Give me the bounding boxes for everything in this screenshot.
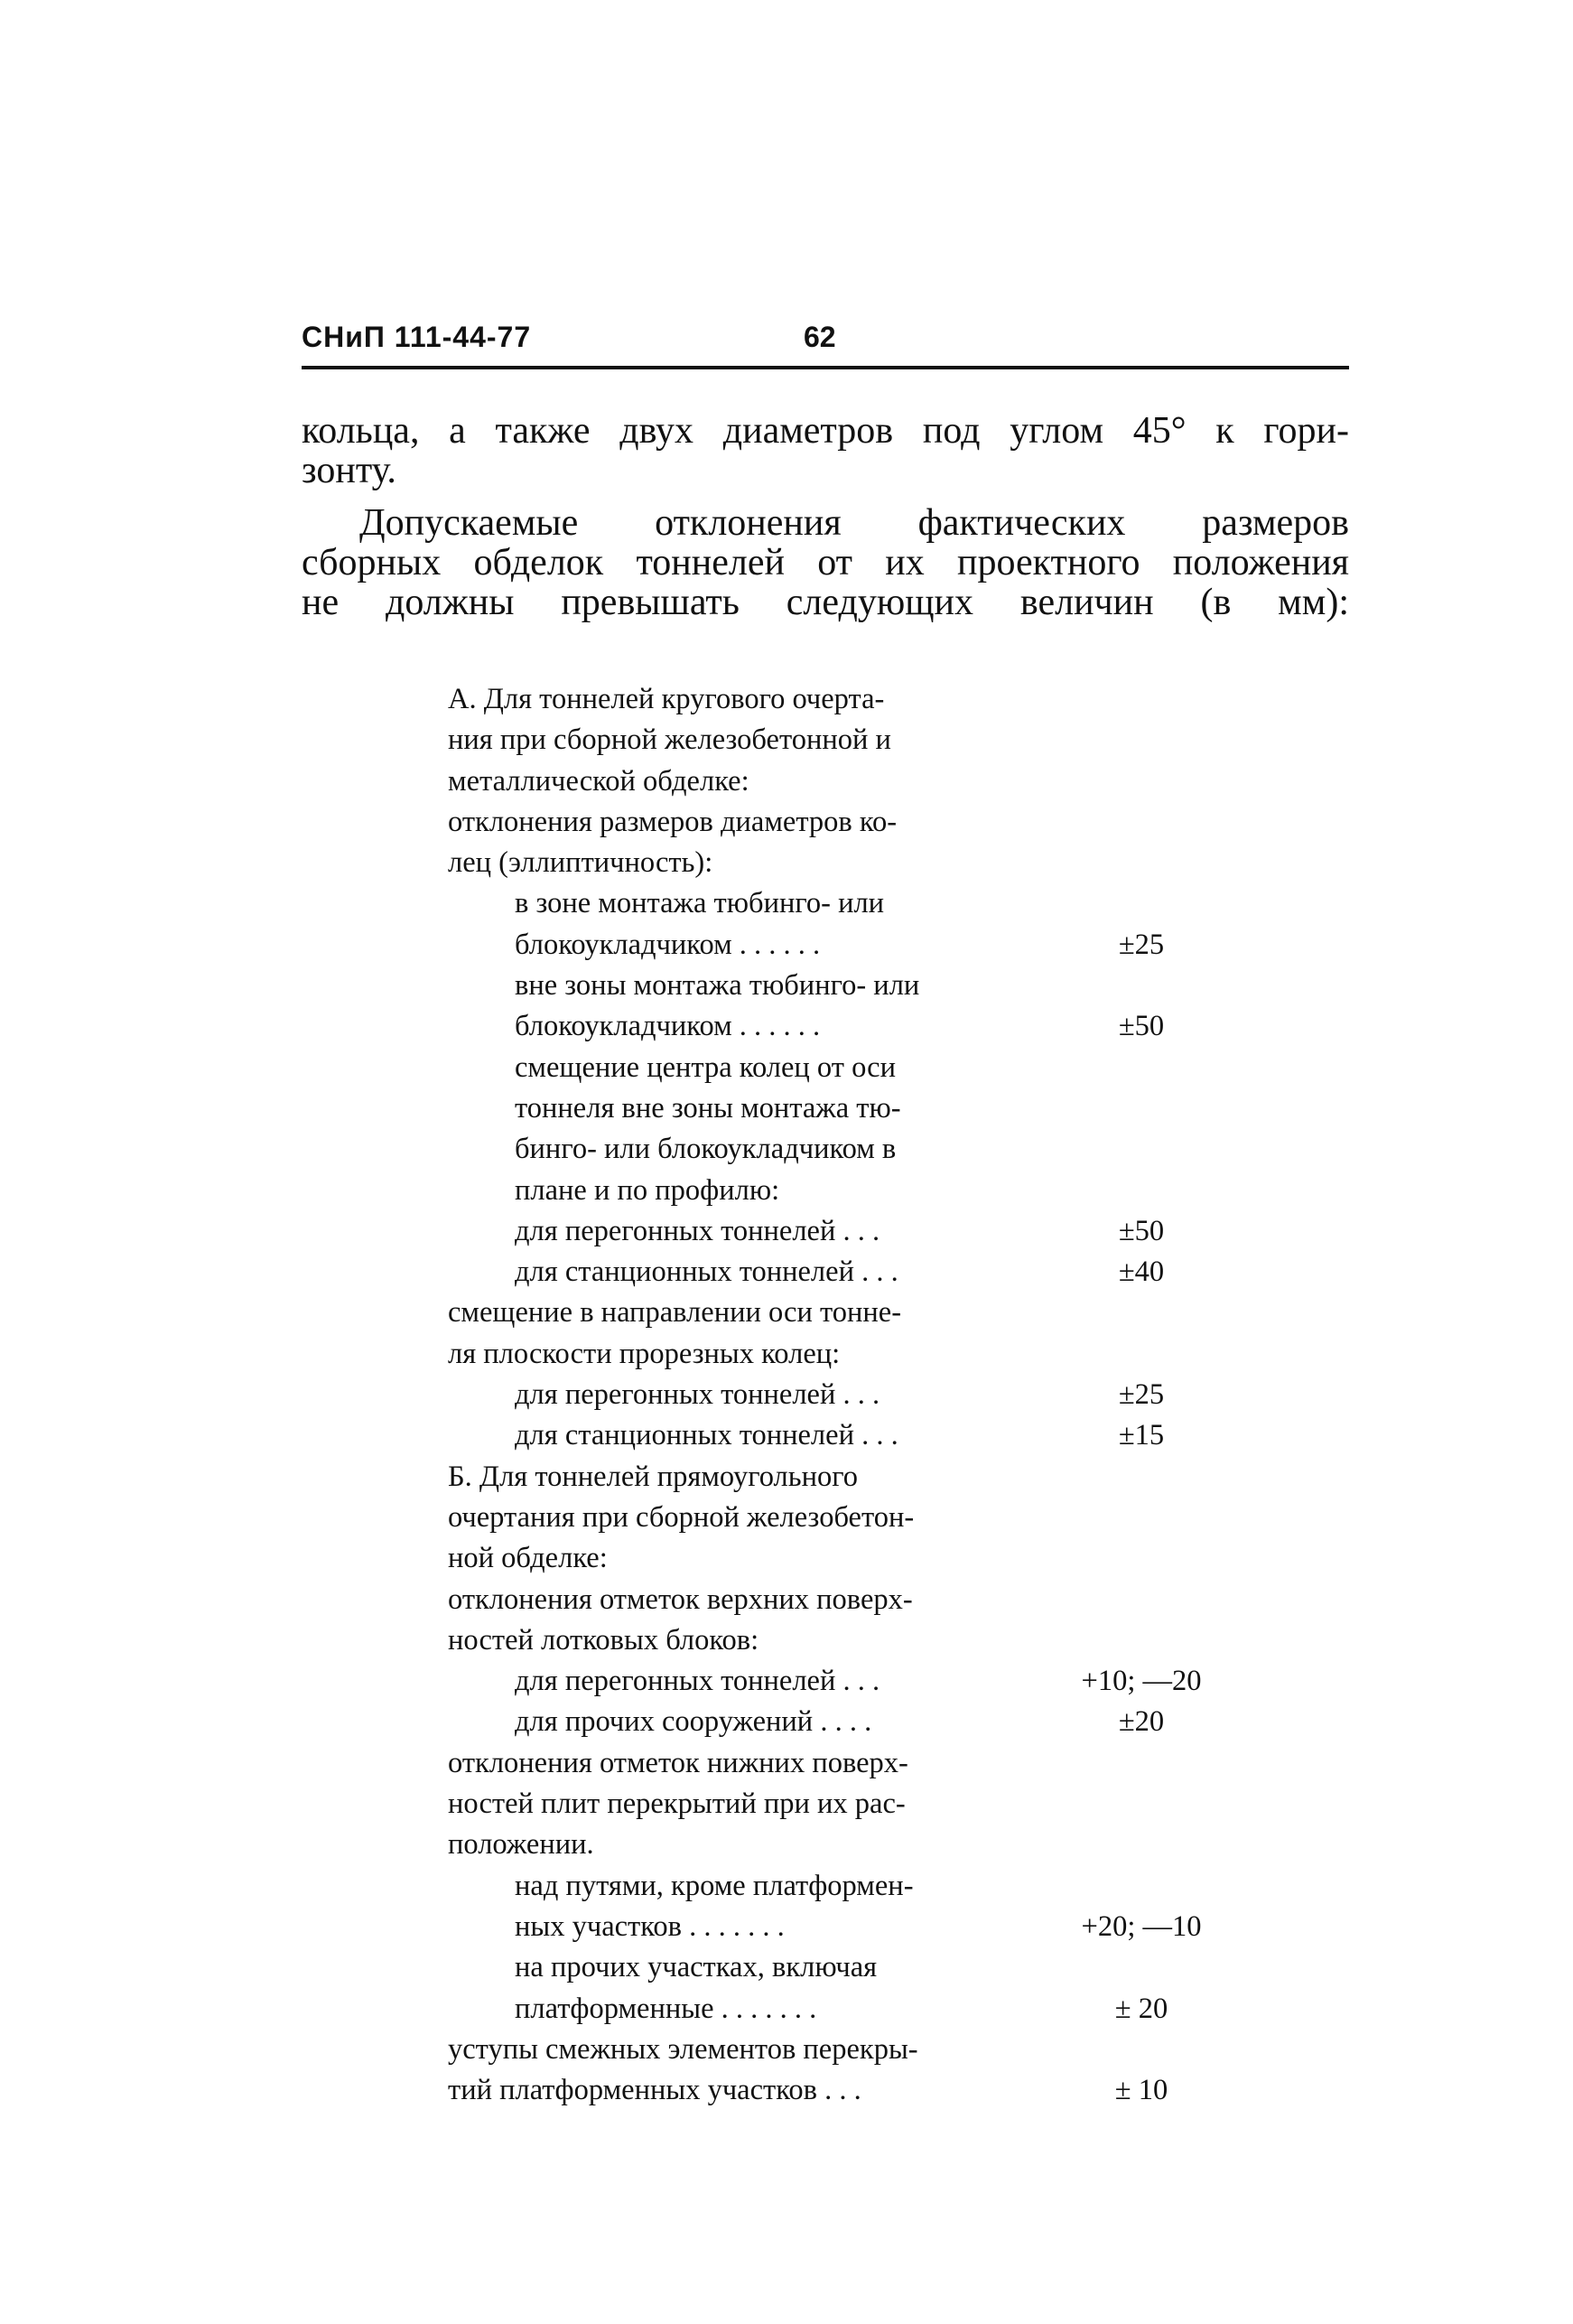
tolerance-row bbox=[448, 2070, 1224, 2111]
tolerance-row bbox=[448, 1661, 1224, 1702]
tolerance-row bbox=[448, 883, 1224, 924]
tolerance-text: бинго- или блокоукладчиком в bbox=[515, 1133, 897, 1166]
tolerance-text: для станционных тоннелей . . . bbox=[515, 1255, 898, 1289]
tolerance-row bbox=[448, 1989, 1224, 2030]
tolerance-row bbox=[448, 843, 1224, 883]
tolerance-value: ± 10 bbox=[1114, 2074, 1168, 2107]
tolerance-text: отклонения отметок верхних поверх- bbox=[448, 1582, 913, 1616]
tolerance-text: лец (эллиптичность): bbox=[448, 846, 713, 880]
tolerance-value: ±15 bbox=[1118, 1419, 1165, 1452]
tolerance-text: ля плоскости прорезных колец: bbox=[448, 1337, 841, 1370]
tolerance-row bbox=[448, 1293, 1224, 1333]
tolerance-row bbox=[448, 925, 1224, 966]
intro-line: кольца, а также двух диаметров под углом 45° к гори- bbox=[302, 410, 1349, 452]
tolerance-row bbox=[448, 1334, 1224, 1375]
tolerance-text: для перегонных тоннелей . . . bbox=[515, 1378, 880, 1412]
tolerance-text: для прочих сооружений . . . . bbox=[515, 1705, 872, 1739]
tolerance-text: отклонения размеров диаметров ко- bbox=[448, 805, 898, 838]
tolerance-row bbox=[448, 1702, 1224, 1742]
tolerance-row bbox=[448, 1088, 1224, 1129]
tolerance-text: для перегонных тоннелей . . . bbox=[515, 1665, 880, 1698]
tolerance-row bbox=[448, 1129, 1224, 1170]
tolerance-text: уступы смежных элементов перекры- bbox=[448, 2032, 918, 2066]
tolerance-value: ±25 bbox=[1118, 928, 1165, 961]
tolerance-row bbox=[448, 1211, 1224, 1252]
header-rule bbox=[302, 366, 1349, 369]
tolerance-text: Б. Для тоннелей прямоугольного bbox=[448, 1460, 858, 1493]
tolerance-row bbox=[448, 1252, 1224, 1293]
tolerance-text: ных участков . . . . . . . bbox=[515, 1909, 785, 1943]
tolerance-row bbox=[448, 761, 1224, 802]
tolerance-text: в зоне монтажа тюбинго- или bbox=[515, 887, 885, 920]
tolerance-value: ±40 bbox=[1118, 1255, 1165, 1289]
tolerance-row bbox=[448, 1048, 1224, 1088]
intro-line: зонту. bbox=[302, 450, 396, 491]
tolerance-text: плане и по профилю: bbox=[515, 1173, 780, 1207]
tolerance-row bbox=[448, 1620, 1224, 1661]
tolerance-text: А. Для тоннелей кругового очерта- bbox=[448, 683, 885, 715]
tolerance-text: тоннеля вне зоны монтажа тю- bbox=[515, 1091, 901, 1125]
tolerance-list bbox=[448, 679, 1224, 2111]
tolerance-value: ±50 bbox=[1118, 1010, 1165, 1043]
tolerance-text: на прочих участках, включая bbox=[515, 1951, 878, 1984]
tolerance-row bbox=[448, 1415, 1224, 1456]
intro-line: не должны превышать следующих величин (в мм): bbox=[302, 582, 1349, 623]
tolerance-row bbox=[448, 1784, 1224, 1825]
tolerance-text: над путями, кроме платформен- bbox=[515, 1869, 914, 1902]
tolerance-text: смещение в направлении оси тонне- bbox=[448, 1296, 902, 1330]
tolerance-row bbox=[448, 1907, 1224, 1947]
tolerance-text: вне зоны монтажа тюбинго- или bbox=[515, 969, 920, 1003]
tolerance-row bbox=[448, 1375, 1224, 1415]
tolerance-text: ностей плит перекрытий при их рас- bbox=[448, 1787, 906, 1821]
tolerance-value: +20; —10 bbox=[1081, 1909, 1202, 1943]
tolerance-row bbox=[448, 1743, 1224, 1784]
tolerance-row bbox=[448, 1006, 1224, 1047]
tolerance-text: металлической обделке: bbox=[448, 764, 749, 798]
tolerance-text: положении. bbox=[448, 1828, 594, 1862]
tolerance-row bbox=[448, 1866, 1224, 1907]
tolerance-text: очертания при сборной железобетон- bbox=[448, 1500, 915, 1534]
tolerance-text: тий платформенных участков . . . bbox=[448, 2074, 861, 2107]
tolerance-text: блокоукладчиком . . . . . . bbox=[515, 1010, 821, 1043]
tolerance-row bbox=[448, 679, 1224, 720]
tolerance-row bbox=[448, 1538, 1224, 1579]
tolerance-row bbox=[448, 966, 1224, 1006]
tolerance-value: ±50 bbox=[1118, 1214, 1165, 1247]
tolerance-text: отклонения отметок нижних поверх- bbox=[448, 1746, 908, 1779]
tolerance-text: ной обделке: bbox=[448, 1542, 608, 1575]
document-code: СНиП 111-44-77 bbox=[302, 321, 532, 353]
tolerance-text: для перегонных тоннелей . . . bbox=[515, 1214, 880, 1247]
tolerance-row bbox=[448, 1947, 1224, 1988]
tolerance-text: платформенные . . . . . . . bbox=[515, 1992, 817, 2025]
tolerance-row bbox=[448, 2030, 1224, 2070]
tolerance-text: для станционных тоннелей . . . bbox=[515, 1419, 898, 1452]
intro-line: Допускаемые отклонения фактических размеров bbox=[359, 502, 1349, 544]
tolerance-text: блокоукладчиком . . . . . . bbox=[515, 928, 821, 961]
tolerance-row bbox=[448, 1171, 1224, 1211]
tolerance-row bbox=[448, 1825, 1224, 1865]
tolerance-row bbox=[448, 1498, 1224, 1538]
tolerance-row bbox=[448, 1457, 1224, 1498]
tolerance-text: ностей лотковых блоков: bbox=[448, 1623, 759, 1657]
tolerance-value: ±20 bbox=[1118, 1705, 1165, 1739]
tolerance-row bbox=[448, 802, 1224, 843]
tolerance-row bbox=[448, 720, 1224, 761]
page-header bbox=[302, 321, 1349, 371]
tolerance-value: ± 20 bbox=[1114, 1992, 1168, 2025]
tolerance-value: +10; —20 bbox=[1081, 1665, 1202, 1698]
intro-line: сборных обделок тоннелей от их проектного положения bbox=[302, 542, 1349, 583]
tolerance-value: ±25 bbox=[1118, 1378, 1165, 1412]
tolerance-row bbox=[448, 1580, 1224, 1620]
tolerance-text: ния при сборной железобетонной и bbox=[448, 723, 891, 757]
intro-text bbox=[302, 411, 1349, 622]
page-number: 62 bbox=[804, 321, 836, 353]
tolerance-text: смещение центра колец от оси bbox=[515, 1050, 896, 1084]
